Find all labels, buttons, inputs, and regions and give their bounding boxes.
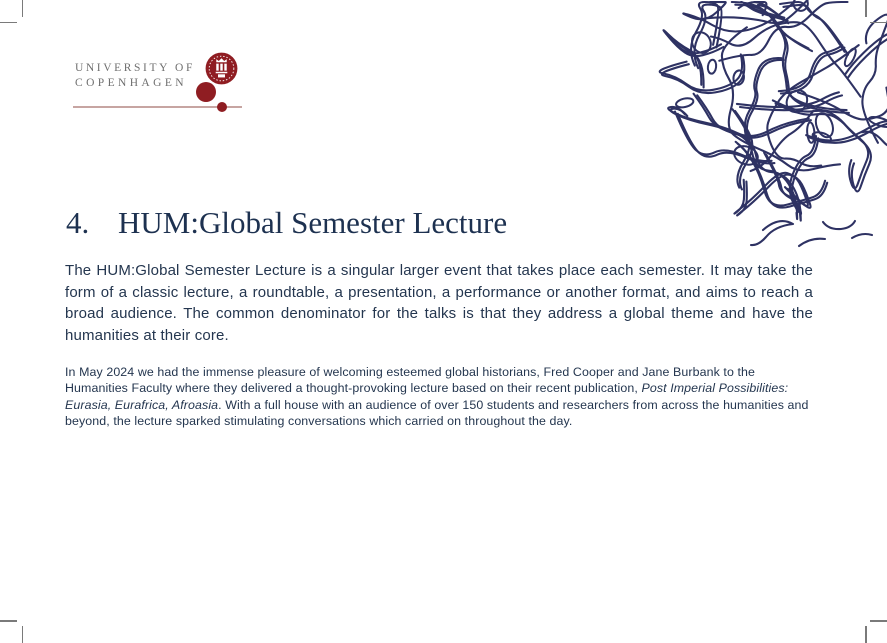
logo-large-dot <box>196 82 216 102</box>
crop-mark-top-left-horizontal <box>0 22 17 24</box>
crop-mark-top-left-vertical <box>22 0 24 17</box>
body-paragraph-part2: . With a full house with an audience of over 150 students and researchers from across the humanities and beyond, the lecture sparked stimulating conversations which carried on throughout the day. <box>65 397 809 429</box>
body-paragraph <box>65 364 810 430</box>
crop-mark-top-right-horizontal <box>870 22 887 24</box>
book-title: Post Imperial Possibilities: Eurasia, Eurafrica, Afroasia <box>65 381 789 412</box>
logo-small-dot <box>217 102 227 112</box>
section-title: HUM:Global Semester Lecture <box>118 205 508 240</box>
crop-mark-bottom-left-horizontal <box>0 620 17 622</box>
university-logo <box>0 0 260 120</box>
university-wordmark <box>75 61 195 91</box>
university-seal-icon <box>205 52 238 85</box>
section-heading <box>66 202 507 244</box>
crop-mark-top-right-vertical <box>865 0 867 17</box>
crop-mark-bottom-right-horizontal <box>870 620 887 622</box>
logo-line1: UNIVERSITY OF <box>75 62 195 74</box>
body-paragraph-part1: In May 2024 we had the immense pleasure of welcoming esteemed global historians, Fred Cooper and Jane Burbank to the Humanities Faculty where they delivered a thought-provoking lecture based on their recent publication, <box>65 365 756 396</box>
lead-paragraph: The HUM:Global Semester Lecture is a singular larger event that takes place each semester. It may take the form of a classic lecture, a roundtable, a presentation, a performance or another format, and aims to reach a broad audience. The common denominator for the talks is that they address a global theme and have the humanities at their core. <box>65 262 813 345</box>
abstract-line-art-illustration <box>647 0 887 252</box>
logo-line2: COPENHAGEN <box>75 77 187 89</box>
crop-mark-bottom-left-vertical <box>22 626 24 643</box>
section-number: 4. <box>66 205 90 240</box>
crop-mark-bottom-right-vertical <box>865 626 867 643</box>
